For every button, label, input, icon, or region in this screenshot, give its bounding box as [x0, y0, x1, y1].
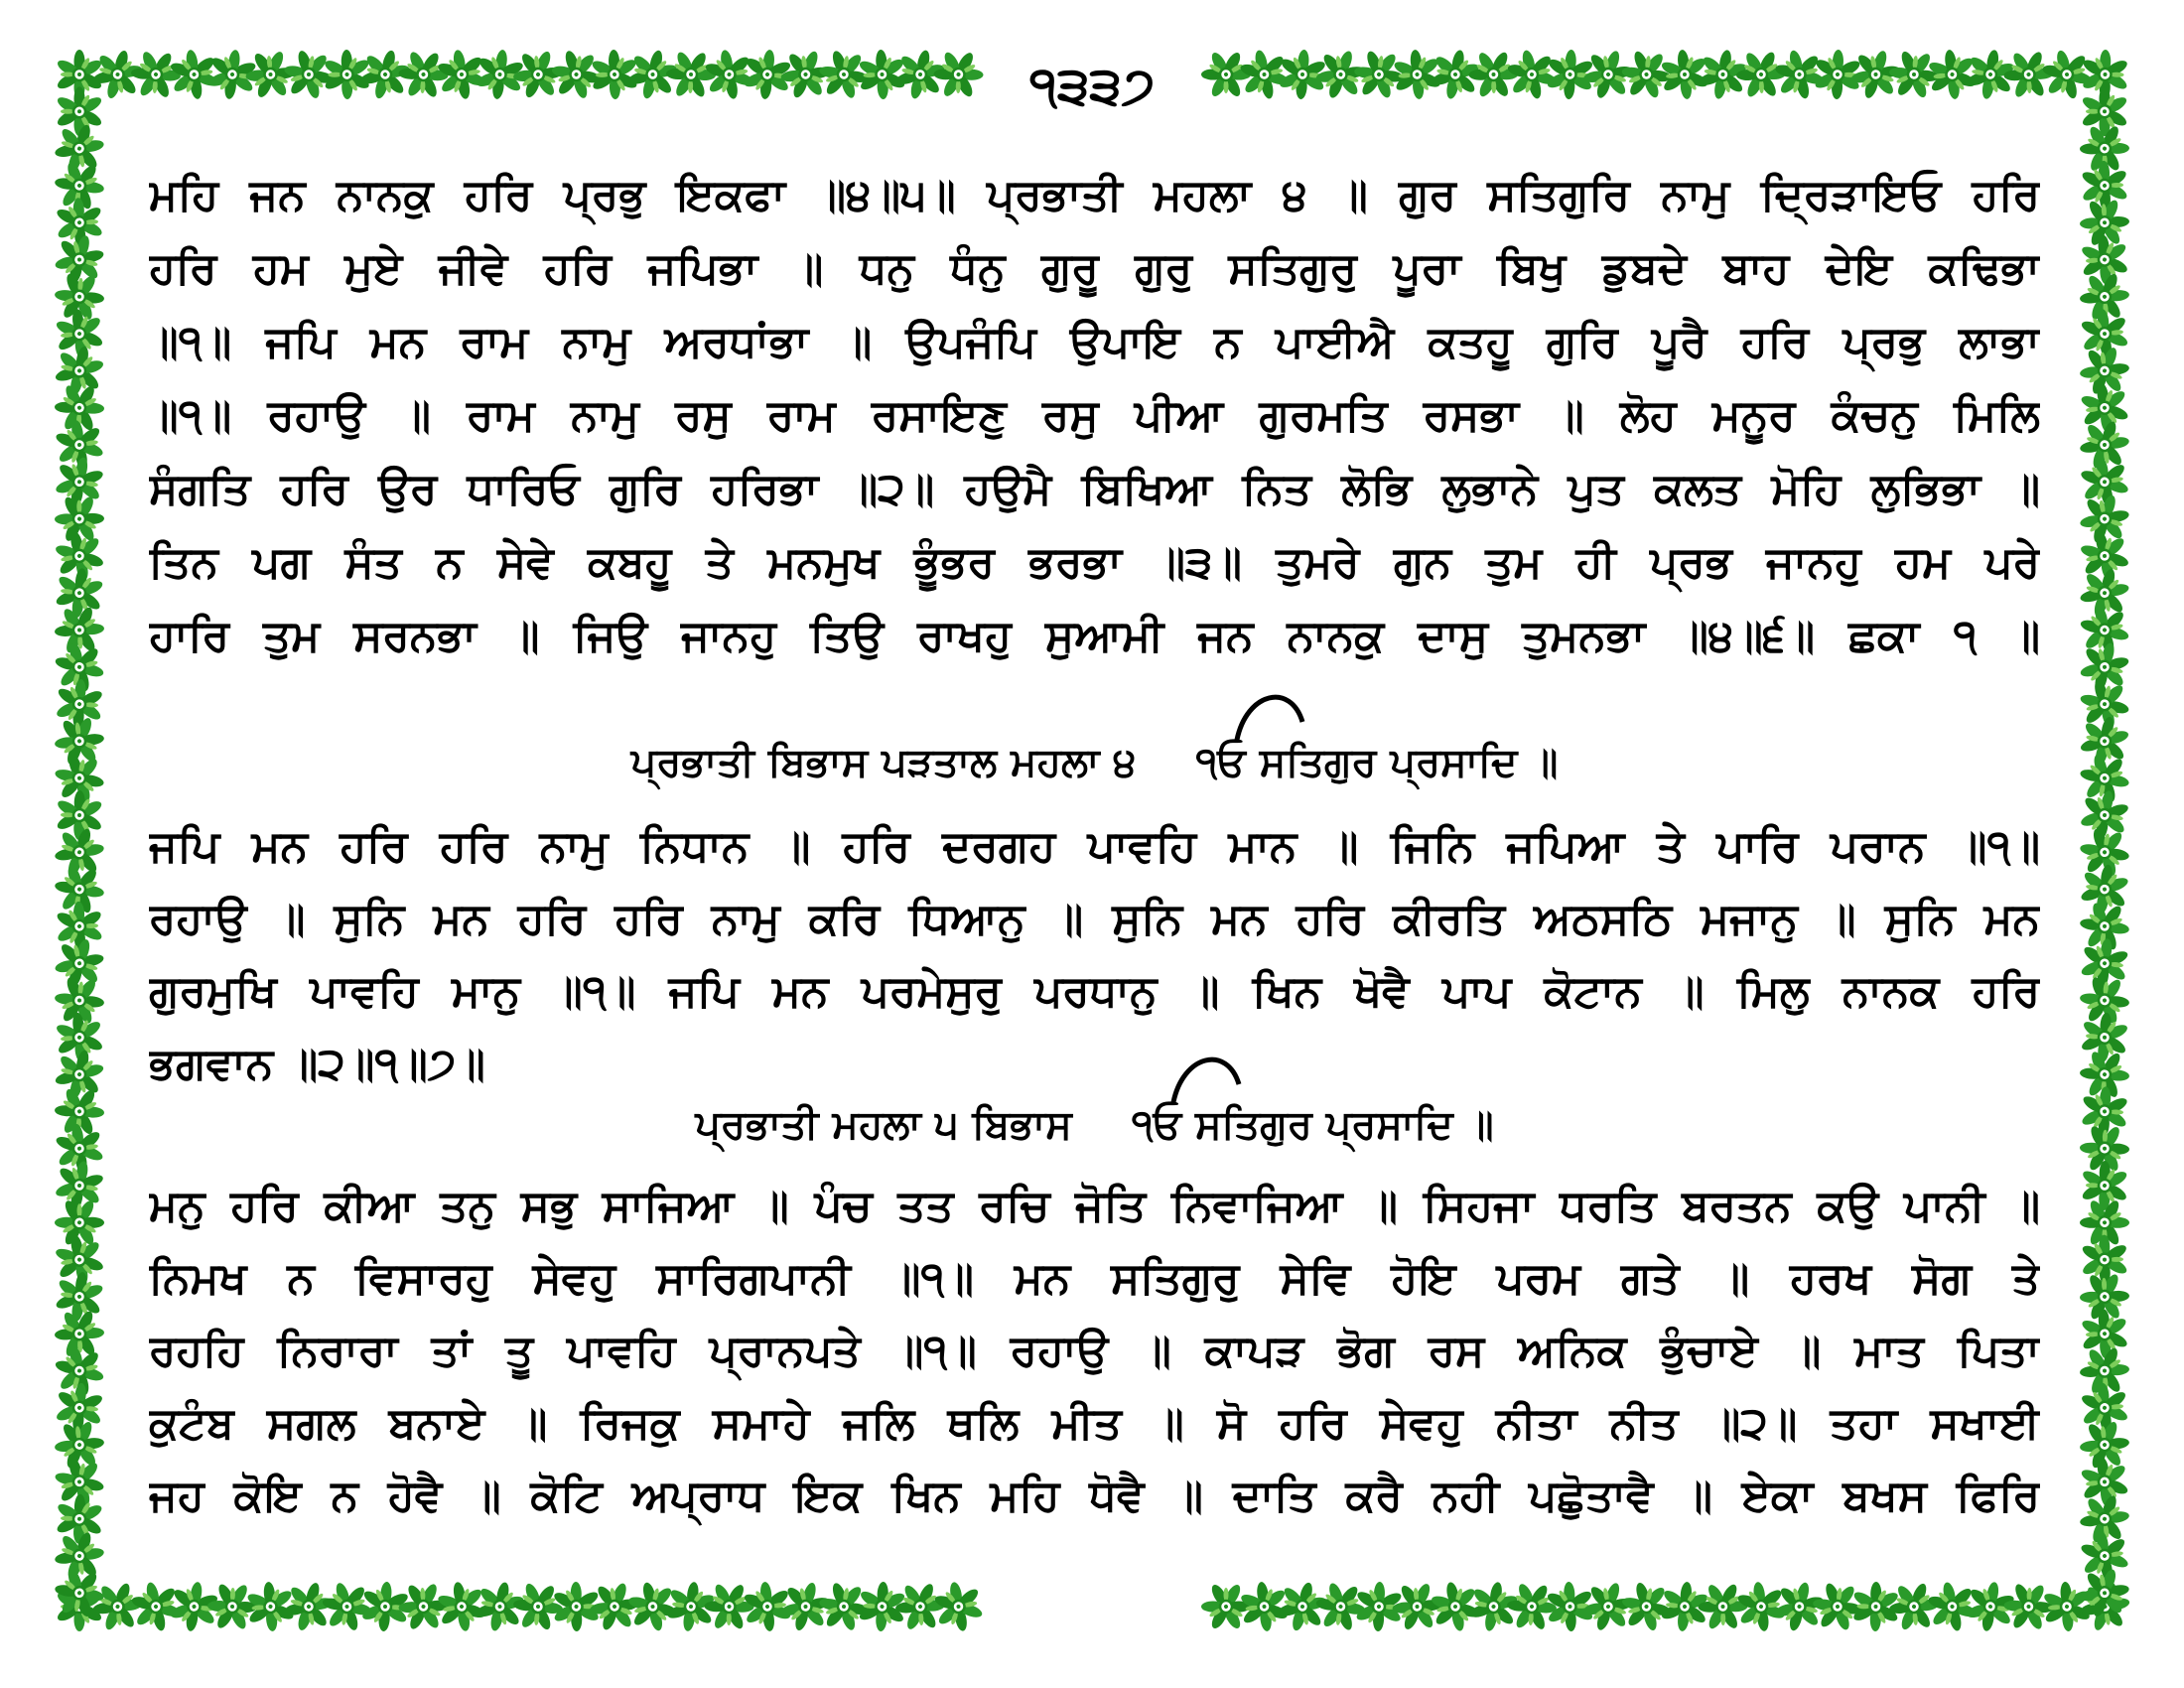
flower-ornament [2070, 929, 2138, 998]
flower-ornament [698, 44, 760, 105]
flower-ornament [2073, 858, 2136, 920]
flower-ornament [1918, 1572, 1987, 1641]
flower-ornament [56, 1582, 104, 1631]
flower-ornament [201, 43, 265, 106]
flower-ornament [45, 1558, 114, 1627]
flower-ornament [2071, 1300, 2139, 1367]
flower-ornament [53, 270, 106, 323]
flower-ornament [53, 604, 105, 655]
flower-ornament [2079, 1011, 2131, 1064]
flower-ornament [45, 707, 113, 775]
flower-ornament [1459, 1572, 1529, 1641]
flower-ornament [279, 46, 338, 103]
flower-ornament [2070, 373, 2138, 442]
flower-ornament [52, 416, 107, 473]
ek-onkar-invocation: ੧ਓ ਸਤਿਗੁਰ ਪ੍ਰਸਾਦਿ ॥ [1195, 740, 1558, 785]
flower-ornament [1994, 41, 2062, 109]
text-line: ਹਾਰਿ ਤੁਮ ਸਰਨਭਾ ॥ ਜਿਉ ਜਾਨਹੁ ਤਿਉ ਰਾਖਹੁ ਸੁਆਮੀ ਜਨ ਨਾਨਕੁ ਦਾਸੁ ਤੁਮਨਭਾ ॥੪॥੬॥ ਛਕਾ ੧ ॥ [149, 611, 2040, 661]
flower-ornament [2070, 707, 2139, 776]
flower-ornament [2071, 1041, 2138, 1109]
raga-title: ਪ੍ਰਭਾਤੀ ਮਹਲਾ ੫ ਬਿਭਾਸ [695, 1102, 1072, 1148]
flower-ornament [2073, 451, 2136, 513]
flower-ornament [1545, 1581, 1595, 1632]
flower-ornament [848, 1573, 916, 1640]
flower-ornament [48, 1524, 110, 1588]
flower-ornament [2080, 1234, 2129, 1285]
flower-ornament [55, 1493, 105, 1545]
flower-ornament [390, 42, 456, 108]
flower-ornament [45, 337, 114, 406]
flower-ornament [771, 40, 840, 108]
flower-ornament [51, 1157, 107, 1214]
flower-ornament [2078, 1344, 2130, 1396]
flower-ornament [2079, 1123, 2130, 1174]
flower-ornament [696, 1573, 763, 1640]
section-heading-1 [149, 740, 2040, 785]
flower-ornament [53, 974, 107, 1028]
text-line: ॥੧॥ ਜਪਿ ਮਨ ਰਾਮ ਨਾਮੁ ਅਰਧਾਂਭਾ ॥ ਉਪਜੰਪਿ ਉਪਾਇ ਨ ਪਾਈਐ ਕਤਹੂ ਗੁਰਿ ਪੂਰੈ ਹਰਿ ਪ੍ਰਭੁ ਲਾਭਾ [149, 317, 2040, 367]
flower-ornament [2071, 262, 2139, 331]
onkar-arc [1233, 682, 1312, 742]
onkar-arc [1169, 1045, 1249, 1104]
flower-ornament [1804, 42, 1870, 108]
flower-ornament [206, 1582, 258, 1632]
flower-ornament [1425, 44, 1487, 105]
flower-ornament [45, 521, 114, 591]
flower-ornament [46, 1189, 112, 1256]
flower-ornament [1959, 1576, 2022, 1638]
flower-ornament [50, 230, 109, 289]
text-line: ਜਹ ਕੋਇ ਨ ਹੋਵੈ ॥ ਕੋਟਿ ਅਪ੍ਰਾਧ ਇਕ ਖਿਨ ਮਹਿ ਧੋਵੈ ॥ ਦਾਤਿ ਕਰੈ ਨਹੀ ਪਛੋੁਤਾਵੈ ॥ ਏਕਾ ਬਖਸ ਫਿਰਿ [149, 1471, 2040, 1521]
flower-ornament [857, 49, 907, 100]
flower-ornament [2079, 198, 2130, 248]
flower-ornament [2071, 152, 2138, 219]
flower-ornament [1499, 1574, 1565, 1639]
flower-ornament [2070, 1521, 2139, 1590]
flower-ornament [390, 1574, 456, 1640]
flower-ornament [1192, 1573, 1259, 1640]
flower-ornament [1612, 1572, 1682, 1641]
flower-ornament [50, 934, 109, 993]
flower-ornament [1882, 1574, 1947, 1639]
flower-ornament [1390, 1581, 1443, 1633]
flower-ornament [1920, 43, 1984, 106]
text-line: ਰਹਾਉ ॥ ਸੁਨਿ ਮਨ ਹਰਿ ਹਰਿ ਨਾਮੁ ਕਰਿ ਧਿਆਨੁ ॥ ਸੁਨਿ ਮਨ ਹਰਿ ਕੀਰਤਿ ਅਠਸਠਿ ਮਜਾਨੁ ॥ ਸੁਨਿ ਮਨ [149, 894, 2040, 944]
flower-ornament [47, 486, 113, 552]
text-line: ਜਪਿ ਮਨ ਹਰਿ ਹਰਿ ਨਾਮੁ ਨਿਧਾਨ ॥ ਹਰਿ ਦਰਗਹ ਪਾਵਹਿ ਮਾਨ ॥ ਜਿਨਿ ਜਪਿਆ ਤੇ ਪਾਰਿ ਪਰਾਨ ॥੧॥ [149, 821, 2040, 872]
flower-ornament [49, 747, 110, 809]
flower-ornament [1468, 50, 1519, 99]
text-line: ਭਗਵਾਨ ॥੨॥੧॥੭॥ [149, 1039, 485, 1089]
flower-ornament [2072, 115, 2138, 182]
flower-ornament [1573, 40, 1643, 109]
flower-ornament [815, 1579, 873, 1635]
flower-ornament [663, 1579, 718, 1634]
flower-ornament [1235, 45, 1294, 104]
flower-ornament [1237, 1579, 1292, 1634]
flower-ornament [733, 1573, 801, 1641]
flower-ornament [2071, 1572, 2140, 1641]
text-line: ॥੧॥ ਰਹਾਉ ॥ ਰਾਮ ਨਾਮੁ ਰਸੁ ਰਾਮ ਰਸਾਇਣੁ ਰਸੁ ਪੀਆ ਗੁਰਮਤਿ ਰਸਭਾ ॥ ਲੋਹ ਮਨੂਰ ਕੰਚਨੁ ਮਿਲਿ [149, 390, 2040, 441]
flower-ornament [2076, 1565, 2133, 1621]
flower-ornament [350, 40, 420, 109]
flower-ornament [2081, 86, 2129, 136]
flower-ornament [1806, 1575, 1869, 1639]
flower-ornament [1698, 1582, 1748, 1631]
flower-ornament [2072, 1263, 2138, 1330]
text-line: ਹਰਿ ਹਮ ਮੁਏ ਜੀਵੇ ਹਰਿ ਜਪਿਭਾ ॥ ਧਨੁ ਧੰਨੁ ਗੁਰੂ ਗੁਰੁ ਸਤਿਗੁਰੁ ਪੂਰਾ ਬਿਖੁ ਡੁਬਦੇ ਬਾਹ ਦੇਇ ਕਢਿਭਾ [149, 243, 2040, 294]
flower-ornament [622, 1577, 682, 1637]
flower-ornament [56, 86, 104, 136]
flower-ornament [506, 42, 571, 107]
flower-ornament [49, 820, 111, 884]
flower-ornament [1577, 1575, 1640, 1638]
flower-ornament [1614, 42, 1678, 106]
flower-ornament [2073, 339, 2136, 403]
flower-ornament [1273, 1576, 1333, 1637]
flower-ornament [1309, 43, 1372, 106]
flower-ornament [46, 1411, 114, 1479]
flower-ornament [1729, 1575, 1794, 1638]
flower-ornament [47, 1005, 112, 1069]
flower-ornament [2072, 1078, 2138, 1144]
text-line: ਤਿਨ ਪਗ ਸੰਤ ਨ ਸੇਵੇ ਕਬਹੂ ਤੇ ਮਨਮੁਖ ਭੂੰਭਰ ਭਰਭਾ ॥੩॥ ਤੁਮਰੇ ਗੁਨ ਤੁਮ ਹੀ ਪ੍ਰਭ ਜਾਨਹੁ ਹਮ ਪਰੇ [149, 537, 2040, 588]
flower-ornament [2076, 526, 2133, 585]
flower-ornament [2078, 1455, 2132, 1510]
flower-ornament [1536, 41, 1604, 108]
flower-ornament [47, 374, 113, 441]
flower-ornament [2077, 899, 2132, 953]
text-line: ਸੰਗਤਿ ਹਰਿ ਉਰ ਧਾਰਿਓ ਗੁਰਿ ਹਰਿਭਾ ॥੨॥ ਹਉਮੈ ਬਿਖਿਆ ਨਿਤ ਲੋਭਿ ਲੁਭਾਨੇ ਪੁਤ ਕਲਤ ਮੋਹਿ ਲੁਭਿਭਾ ॥ [149, 464, 2040, 514]
flower-ornament [162, 1575, 225, 1637]
flower-ornament [887, 1573, 954, 1641]
flower-ornament [2073, 1486, 2136, 1551]
flower-ornament [733, 41, 801, 109]
flower-ornament [122, 41, 190, 109]
flower-ornament [2071, 1152, 2138, 1219]
flower-ornament [1846, 46, 1904, 102]
raga-title: ਪ੍ਰਭਾਤੀ ਬਿਭਾਸ ਪੜਤਾਲ ਮਹਲਾ ੪ [630, 740, 1137, 785]
flower-ornament [1765, 1572, 1835, 1641]
flower-ornament [314, 42, 380, 108]
flower-ornament [890, 45, 949, 104]
flower-ornament [1695, 46, 1751, 103]
text-line: ਮਹਿ ਜਨ ਨਾਨਕੁ ਹਰਿ ਪ੍ਰਭੁ ਇਕਫਾ ॥੪॥੫॥ ਪ੍ਰਭਾਤੀ ਮਹਲਾ ੪ ॥ ਗੁਰ ਸਤਿਗੁਰਿ ਨਾਮੁ ਦ੍ਰਿੜਾਇਓ ਹਰਿ [149, 170, 2040, 220]
flower-ornament [45, 1225, 114, 1295]
flower-ornament [2034, 1574, 2100, 1639]
flower-ornament [427, 1572, 496, 1641]
flower-ornament [2074, 562, 2134, 624]
flower-ornament [238, 1574, 304, 1638]
section-heading-2 [149, 1102, 2040, 1148]
flower-ornament [46, 189, 114, 256]
flower-ornament [2074, 747, 2135, 809]
flower-ornament [46, 893, 113, 960]
flower-ornament [50, 637, 110, 697]
flower-ornament [930, 1578, 987, 1635]
flower-ornament [2076, 417, 2132, 473]
flower-ornament [1344, 40, 1413, 108]
flower-ornament [47, 1078, 112, 1145]
flower-ornament [434, 46, 490, 103]
flower-ornament [56, 50, 104, 99]
flower-ornament [243, 49, 297, 101]
flower-ornament [1887, 48, 1942, 101]
flower-ornament [47, 561, 111, 625]
flower-ornament [2037, 44, 2098, 105]
text-line: ਕੁਟੰਬ ਸਗਲ ਬਨਾਏ ॥ ਰਿਜਕੁ ਸਮਾਹੇ ਜਲਿ ਥਲਿ ਮੀਤ ॥ ਸੋ ਹਰਿ ਸੇਵਹੁ ਨੀਤਾ ਨੀਤ ॥੨॥ ਤਹਾ ਸਖਾਈ [149, 1398, 2040, 1449]
flower-ornament [2002, 1581, 2054, 1631]
flower-ornament [2072, 1375, 2137, 1440]
text-line: ਮਨੁ ਹਰਿ ਕੀਆ ਤਨੁ ਸਭੁ ਸਾਜਿਆ ॥ ਪੰਚ ਤਤ ਰਚਿ ਜੋਤਿ ਨਿਵਾਜਿਆ ॥ ਸਿਹਜਾ ਧਰਤਿ ਬਰਤਨ ਕਉ ਪਾਨੀ ॥ [149, 1181, 2040, 1231]
flower-ornament [54, 1309, 105, 1359]
flower-ornament [160, 40, 229, 108]
flower-ornament [49, 1340, 110, 1401]
flower-ornament [2071, 1411, 2139, 1479]
ek-onkar-invocation: ੧ਓ ਸਤਿਗੁਰ ਪ੍ਰਸਾਦਿ ॥ [1132, 1102, 1494, 1148]
flower-ornament [1345, 1574, 1412, 1640]
flower-ornament [511, 1580, 566, 1633]
flower-ornament [2075, 637, 2135, 697]
flower-ornament [2070, 817, 2139, 887]
flower-ornament [49, 1451, 109, 1512]
flower-ornament [1658, 48, 1711, 102]
flower-ornament [52, 453, 108, 510]
text-line: ਨਿਮਖ ਨ ਵਿਸਾਰਹੁ ਸੇਵਹੁ ਸਾਰਿਗਪਾਨੀ ॥੧॥ ਮਨ ਸਤਿਗੁਰੁ ਸੇਵਿ ਹੋਇ ਪਰਮ ਗਤੇ ॥ ਹਰਖ ਸੋਗ ਤੇ [149, 1253, 2040, 1304]
flower-ornament [49, 117, 110, 180]
flower-ornament [2072, 227, 2137, 293]
flower-ornament [1765, 40, 1835, 109]
flower-ornament [1277, 48, 1328, 100]
page-number: ੧੩੩੭ [1008, 52, 1176, 121]
flower-ornament [46, 670, 114, 738]
flower-ornament [925, 41, 993, 108]
flower-ornament [46, 1373, 114, 1442]
flower-ornament [55, 790, 104, 841]
flower-ornament [274, 1572, 343, 1641]
flower-ornament [2076, 786, 2132, 844]
flower-ornament [1652, 1575, 1717, 1639]
flower-ornament [542, 40, 612, 109]
text-line: ਗੁਰਮੁਖਿ ਪਾਵਹਿ ਮਾਨੁ ॥੧॥ ਜਪਿ ਮਨ ਪਰਮੇਸੁਰੁ ਪਰਧਾਨੁ ॥ ਖਿਨ ਖੋਵੈ ਪਾਪ ਕੋਟਾਨ ॥ ਮਿਲੁ ਨਾਨਕ ਹਰਿ [149, 966, 2040, 1017]
flower-ornament [2070, 485, 2139, 554]
flower-ornament [1425, 1576, 1487, 1637]
flower-ornament [1501, 45, 1563, 105]
flower-ornament [813, 43, 876, 106]
flower-ornament [47, 302, 112, 366]
flower-ornament [2073, 968, 2137, 1034]
flower-ornament [1851, 1582, 1901, 1632]
flower-ornament [776, 1578, 836, 1636]
flower-ornament [2078, 307, 2131, 361]
flower-ornament [2071, 1189, 2137, 1256]
flower-ornament [543, 1574, 610, 1640]
flower-ornament [316, 1575, 377, 1637]
flower-ornament [359, 1580, 411, 1632]
flower-ornament [2070, 596, 2139, 665]
flower-ornament [45, 151, 113, 219]
flower-ornament [1192, 41, 1259, 108]
flower-ornament [121, 1572, 191, 1641]
flower-ornament [665, 50, 717, 100]
flower-ornament [580, 1572, 648, 1640]
flower-ornament [473, 47, 527, 102]
text-line: ਰਹਹਿ ਨਿਰਾਰਾ ਤਾਂ ਤੂ ਪਾਵਹਿ ਪ੍ਰਾਨਪਤੇ ॥੧॥ ਰਹਾਉ ॥ ਕਾਪੜ ਭੋਗ ਰਸ ਅਨਿਕ ਭੁੰਚਾਏ ॥ ਮਾਤ ਪਿਤਾ [149, 1326, 2040, 1376]
flower-ornament [1383, 41, 1451, 109]
flower-ornament [52, 1121, 106, 1177]
flower-ornament [2075, 674, 2134, 733]
flower-ornament [45, 855, 113, 924]
flower-ornament [581, 41, 648, 108]
flower-ornament [1728, 41, 1795, 107]
flower-ornament [469, 1576, 530, 1636]
flower-ornament [85, 1574, 149, 1638]
flower-ornament [1306, 1572, 1375, 1641]
flower-ornament [1956, 40, 2025, 109]
flower-ornament [48, 1265, 112, 1329]
flower-ornament [87, 44, 148, 105]
flower-ornament [622, 45, 683, 104]
flower-ornament [2081, 50, 2130, 100]
flower-ornament [45, 1040, 114, 1109]
